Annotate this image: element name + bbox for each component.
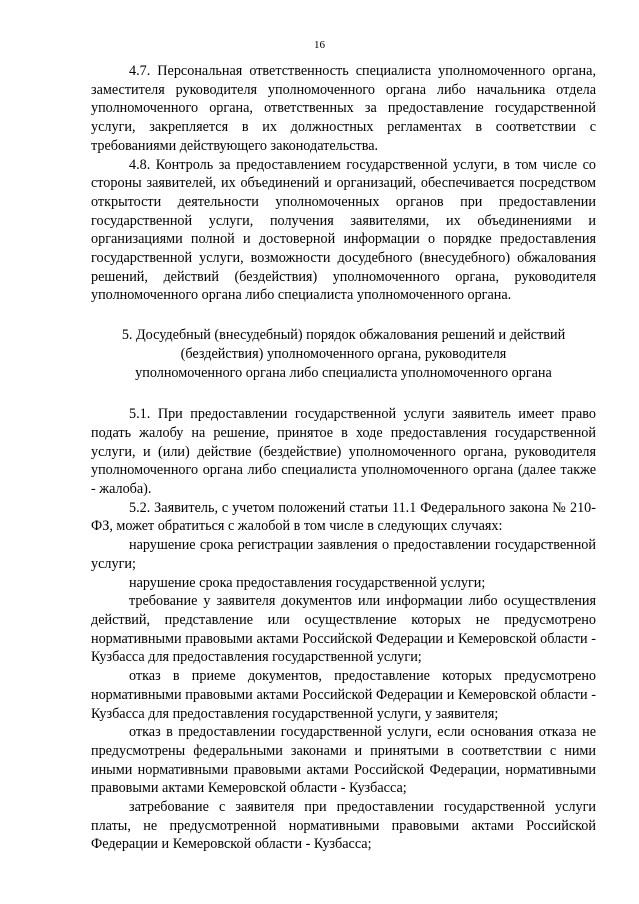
section-5-heading-line-1: 5. Досудебный (внесудебный) порядок обжалования решений и действий	[121, 327, 566, 344]
paragraph-5-2: 5.2. Заявитель, с учетом положений статьи 11.1 Федерального закона № 210-ФЗ, может обратиться с жалобой в том числе в следующих случаях:	[91, 499, 596, 535]
paragraph-4-7: 4.7. Персональная ответственность специалиста уполномоченного органа, заместителя руководителя уполномоченного органа либо начальника отдела уполномоченного органа, ответственных за предоставление государственной услуги, закрепляется в их должностных регламентах в соответствии с требованиями действующего законодательства.	[91, 63, 596, 154]
list-item-registration-violation: нарушение срока регистрации заявления о предоставлении государственной услуги;	[91, 537, 596, 572]
paragraph-4-8: 4.8. Контроль за предоставлением государственной услуги, в том числе со стороны заявителей, их объединений и организаций, обеспечивается посредством открытости деятельности уполномоченных органов при предоставлении государственной услуги, получения заявителями, их объединениями и организациями полной и достоверной информации о порядке предоставления государственной услуги, возможности досудебного (внесудебного) обжалования решений, действий (бездействия) уполномоченного органа, руководителя уполномоченного органа либо специалиста уполномоченного органа.	[91, 156, 596, 304]
list-item-document-refusal: отказ в приеме документов, предоставление которых предусмотрено нормативными правовыми актами Российской Федерации и Кемеровской области - Кузбасса для предоставления государственной услуги, у заявителя;	[91, 668, 596, 722]
list-item-deadline-violation: нарушение срока предоставления государственной услуги;	[129, 574, 486, 591]
page-number: 16	[314, 39, 325, 51]
list-item-document-requirement: требование у заявителя документов или информации либо осуществления действий, представление или осуществление которых не предусмотрено нормативными правовыми актами Российской Федерации и Кемеровской области - Кузбасса для предоставления государственной услуги;	[91, 593, 596, 666]
section-5-heading	[91, 326, 596, 382]
list-item-service-refusal: отказ в предоставлении государственной услуги, если основания отказа не предусмотрены федеральными законами и принятыми в соответствии с ними иными нормативными правовыми актами Российской Федерации, нормативными правовыми актами Кемеровской области - Кузбасса;	[91, 724, 596, 797]
section-5-heading-line-2: (бездействия) уполномоченного органа, руководителя	[180, 345, 507, 362]
section-5-heading-line-3: уполномоченного органа либо специалиста уполномоченного органа	[135, 364, 552, 381]
paragraph-5-1: 5.1. При предоставлении государственной услуги заявитель имеет право подать жалобу на решение, принятое в ходе предоставления государственной услуги, и (или) действие (бездействие) уполномоченного органа, руководителя уполномоченного органа либо специалиста уполномоченного органа (далее также - жалоба).	[91, 406, 596, 498]
list-item-fee-demand: затребование с заявителя при предоставлении государственной услуги платы, не предусмотренной нормативными правовыми актами Российской Федерации и Кемеровской области - Кузбасса;	[91, 799, 596, 853]
document-body	[91, 62, 596, 854]
